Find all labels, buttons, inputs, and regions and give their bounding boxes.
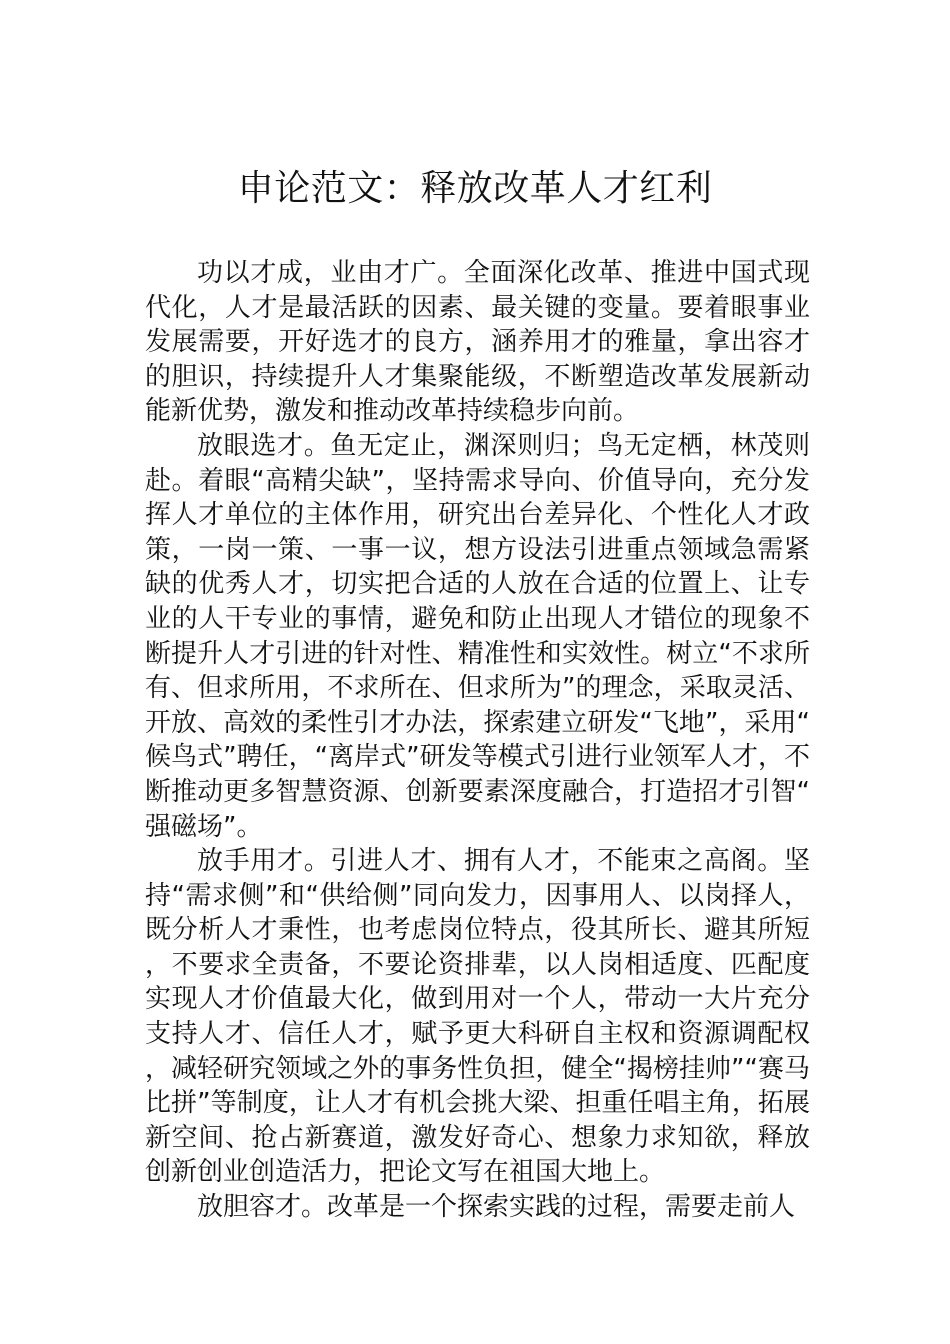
document-body — [145, 256, 810, 1225]
paragraph-intro: 功以才成，业由才广。全面深化改革、推进中国式现代化，人才是最活跃的因素、最关键的变量。要着眼事业发展需要，开好选才的良方，涵养用才的雅量，拿出容才的胆识，持续提升人才集聚能级，不断塑造改革发展新动能新优势，激发和推动改革持续稳步向前。 — [145, 258, 810, 427]
paragraph-tolerate-talent: 放胆容才。改革是一个探索实践的过程，需要走前人 — [197, 1192, 796, 1223]
paragraph-select-talent: 放眼选才。鱼无定止，渊深则归；鸟无定栖，林茂则赴。着眼“高精尖缺”，坚持需求导向、价值导向，充分发挥人才单位的主体作用，研究出台差异化、个性化人才政策，一岗一策、一事一议，想方设法引进重点领域急需紧缺的优秀人才，切实把合适的人放在合适的位置上、让专业的人干专业的事情，避免和防止出现人才错位的现象不断提升人才引进的针对性、精准性和实效性。树立“不求所有、但求所用，不求所在、但求所为”的理念，采取灵活、开放、高效的柔性引才办法，探索建立研发“飞地”，采用“候鸟式”聘任，“离岸式”研发等模式引进行业领军人才，不断推动更多智慧资源、创新要素深度融合，打造招才引智“强磁场”。 — [145, 430, 810, 842]
document-title: 申论范文：释放改革人才红利 — [237, 168, 713, 209]
paragraph-use-talent: 放手用才。引进人才、拥有人才，不能束之高阁。坚持“需求侧”和“供给侧”同向发力，因事用人、以岗择人，既分析人才秉性，也考虑岗位特点，役其所长、避其所短，不要求全责备，不要论资排辈，以人岗相适度、匹配度实现人才价值最大化，做到用对一个人，带动一大片充分支持人才、信任人才，赋予更大科研自主权和资源调配权，减轻研究领域之外的事务性负担，健全“揭榜挂帅”“赛马比拼”等制度，让人才有机会挑大梁、担重任唱主角，拓展新空间、抢占新赛道，激发好奇心、想象力求知欲，释放创新创业创造活力，把论文写在祖国大地上。 — [145, 846, 810, 1188]
